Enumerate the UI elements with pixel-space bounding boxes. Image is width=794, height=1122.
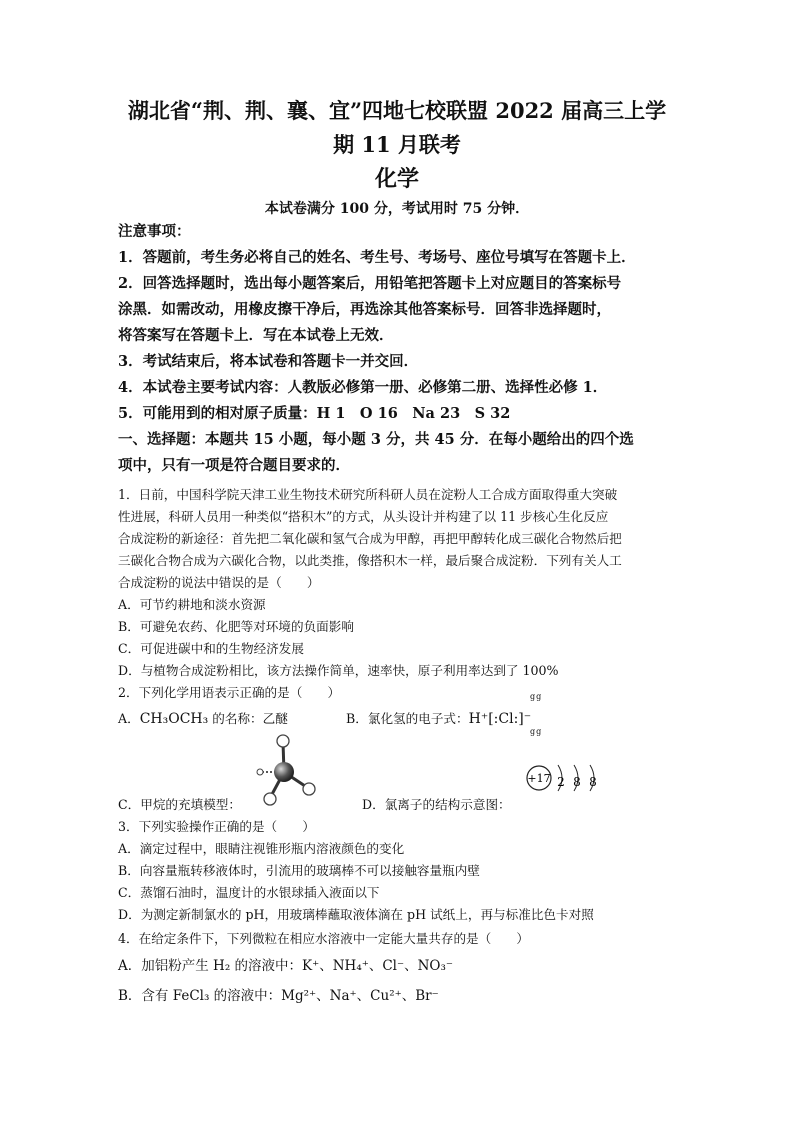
electron-dots-bottom: gg xyxy=(530,727,543,736)
q2-option-b-formula: H⁺[:Cl:]⁻ xyxy=(468,711,532,727)
q3-stem: 3．下列实验操作正确的是（ ） xyxy=(118,819,315,834)
section-heading-line2: 项中，只有一项是符合题目要求的． xyxy=(118,457,350,474)
notice-line: 5．可能用到的相对原子质量：H 1 O 16 Na 23 S 32 xyxy=(118,405,511,422)
q4-stem: 4．在给定条件下，下列微粒在相应水溶液中一定能大量共存的是（ ） xyxy=(118,931,530,946)
ion-shell-3: 8 xyxy=(589,775,597,789)
q2-option-b-label: B．氯化氢的电子式： xyxy=(346,711,469,726)
q2-option-b xyxy=(346,708,531,727)
q2-option-a-formula: CH₃OCH₃ xyxy=(139,711,209,727)
q1-option-a: A．可节约耕地和淡水资源 xyxy=(118,597,266,612)
q1-stem-line: 性进展，科研人员用一种类似“搭积木”的方式，从头设计并构建了以 11 步核心生化反应 xyxy=(118,509,609,524)
notice-heading: 注意事项： xyxy=(118,223,191,240)
section-heading-line1: 一、选择题：本题共 15 小题，每小题 3 分，共 45 分．在每小题给出的四个选 xyxy=(118,431,634,448)
q2-option-a-text: 的名称：乙醚 xyxy=(208,711,288,726)
notice-line: 2．回答选择题时，选出每小题答案后，用铅笔把答题卡上对应题目的答案标号 xyxy=(118,275,622,292)
ion-nucleus-label: +17 xyxy=(527,772,551,785)
q3-option-c: C．蒸馏石油时，温度计的水银球插入液面以下 xyxy=(118,885,380,900)
q2-option-c: C．甲烷的充填模型： xyxy=(118,797,241,812)
q1-stem-line: 合成淀粉的说法中错误的是（ ） xyxy=(118,575,320,590)
q3-option-b: B．向容量瓶转移液体时，引流用的玻璃棒不可以接触容量瓶内壁 xyxy=(118,863,480,878)
ion-shell-2: 8 xyxy=(573,775,581,789)
q1-option-d: D．与植物合成淀粉相比，该方法操作简单，速率快，原子利用率达到了 100% xyxy=(118,663,559,678)
q2-option-a xyxy=(118,708,288,727)
notice-line: 将答案写在答题卡上．写在本试卷上无效． xyxy=(118,327,394,344)
q4-option-b: B．含有 FeCl₃ 的溶液中：Mg²⁺、Na⁺、Cu²⁺、Br⁻ xyxy=(118,988,439,1004)
exam-info: 本试卷满分 100 分，考试用时 75 分钟． xyxy=(264,201,530,217)
notice-line: 3．考试结束后，将本试卷和答题卡一并交回． xyxy=(118,353,419,370)
q3-option-a: A．滴定过程中，眼睛注视锥形瓶内溶液颜色的变化 xyxy=(118,841,405,856)
exam-title-line1: 湖北省“荆、荆、襄、宜”四地七校联盟 2022 届高三上学 xyxy=(127,98,667,123)
q1-stem-line: 三碳化合物合成为六碳化合物，以此类推，像搭积木一样，最后聚合成淀粉．下列有关人工 xyxy=(118,553,622,568)
methane-model-figure xyxy=(250,732,320,806)
q1-stem-line: 1．日前，中国科学院天津工业生物技术研究所科研人员在淀粉人工合成方面取得重大突破 xyxy=(118,487,618,502)
ion-shell-1: 2 xyxy=(557,775,565,789)
notice-line: 4．本试卷主要考试内容：人教版必修第一册、必修第二册、选择性必修 1． xyxy=(118,379,608,396)
chloride-ion-diagram xyxy=(524,762,616,794)
electron-dots-top: gg xyxy=(530,692,543,701)
q1-stem-line: 合成淀粉的新途径：首先把二氧化碳和氢气合成为甲醇，再把甲醇转化成三碳化合物然后把 xyxy=(118,531,622,546)
q3-option-d: D．为测定新制氯水的 pH，用玻璃棒蘸取液体滴在 pH 试纸上，再与标准比色卡对照 xyxy=(118,907,594,922)
q1-option-b: B．可避免农药、化肥等对环境的负面影响 xyxy=(118,619,354,634)
q4-option-a: A．加铝粉产生 H₂ 的溶液中：K⁺、NH₄⁺、Cl⁻、NO₃⁻ xyxy=(118,958,454,974)
notice-line: 1．答题前，考生务必将自己的姓名、考生号、考场号、座位号填写在答题卡上． xyxy=(118,249,636,266)
q2-option-a-label: A． xyxy=(118,711,140,726)
q1-option-c: C．可促进碳中和的生物经济发展 xyxy=(118,641,304,656)
exam-title-line2: 期 11 月联考 xyxy=(333,132,461,157)
q2-option-d: D．氯离子的结构示意图： xyxy=(362,797,511,812)
notice-line: 涂黑．如需改动，用橡皮擦干净后，再选涂其他答案标号．回答非选择题时， xyxy=(118,301,611,318)
subject-title: 化学 xyxy=(374,166,419,192)
q2-stem: 2．下列化学用语表示正确的是（ ） xyxy=(118,685,341,700)
